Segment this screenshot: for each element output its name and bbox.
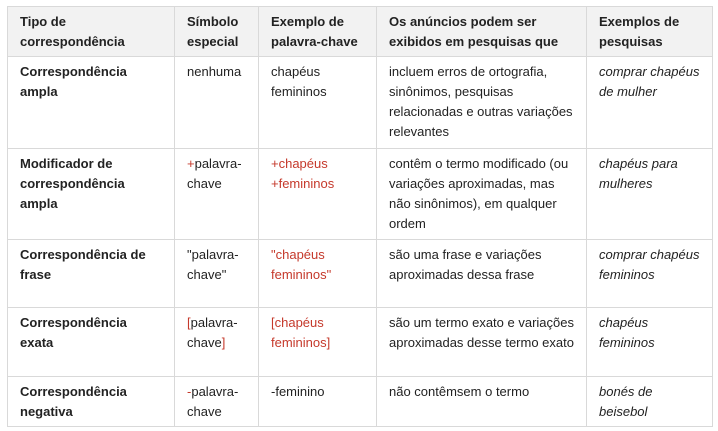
header-keyword-example: Exemplo de palavra-chave xyxy=(259,7,377,57)
header-match-type: Tipo de correspondência xyxy=(8,7,175,57)
symbol-marker: - xyxy=(187,384,192,399)
symbol-marker: + xyxy=(187,156,195,171)
search-example-cell: chapéus femininos xyxy=(587,308,713,377)
table-row xyxy=(8,308,713,377)
description-cell: são um termo exato e variações aproximadas desse termo exato xyxy=(377,308,587,377)
match-type-cell: Correspondência exata xyxy=(8,308,175,377)
symbol-cell xyxy=(175,149,259,240)
description-cell: incluem erros de ortografia, sinônimos, pesquisas relacionadas e outras variações relevantes xyxy=(377,57,587,149)
symbol-marker-close: ] xyxy=(221,335,226,350)
match-type-cell: Correspondência de frase xyxy=(8,240,175,308)
symbol-cell xyxy=(175,377,259,427)
keyword-cell: "chapéus femininos" xyxy=(259,240,377,308)
table-row xyxy=(8,240,713,308)
search-example-cell: chapéus para mulheres xyxy=(587,149,713,240)
symbol-cell xyxy=(175,308,259,377)
table-row xyxy=(8,57,713,149)
keyword-cell: chapéus femininos xyxy=(259,57,377,149)
keyword-cell: +chapéus +femininos xyxy=(259,149,377,240)
symbol-text: nenhuma xyxy=(187,64,242,79)
match-type-cell: Correspondência negativa xyxy=(8,377,175,427)
symbol-text: palavra- chave xyxy=(187,315,238,350)
header-ads-shown: Os anúncios podem ser exibidos em pesquisas que xyxy=(377,7,587,57)
match-type-cell: Modificador de correspondência ampla xyxy=(8,149,175,240)
description-cell: são uma frase e variações aproximadas dessa frase xyxy=(377,240,587,308)
symbol-text: "palavra- chave" xyxy=(187,247,239,282)
header-search-examples: Exemplos de pesquisas xyxy=(587,7,713,57)
search-example-cell: comprar chapéus de mulher xyxy=(587,57,713,149)
match-types-table xyxy=(7,6,713,427)
keyword-cell: [chapéus femininos] xyxy=(259,308,377,377)
symbol-text: palavra- chave xyxy=(187,156,242,191)
table-header-row xyxy=(8,7,713,57)
symbol-cell xyxy=(175,240,259,308)
search-example-cell: comprar chapéus femininos xyxy=(587,240,713,308)
search-example-cell: bonés de beisebol xyxy=(587,377,713,427)
symbol-text: palavra- chave xyxy=(187,384,239,419)
keyword-cell: -feminino xyxy=(259,377,377,427)
header-special-symbol: Símbolo especial xyxy=(175,7,259,57)
table-row xyxy=(8,377,713,427)
symbol-cell xyxy=(175,57,259,149)
description-cell: não contêmsem o termo xyxy=(377,377,587,427)
symbol-marker: [ xyxy=(187,315,191,330)
match-type-cell: Correspondência ampla xyxy=(8,57,175,149)
table-row xyxy=(8,149,713,240)
description-cell: contêm o termo modificado (ou variações aproximadas, mas não sinônimos), em qualquer ordem xyxy=(377,149,587,240)
